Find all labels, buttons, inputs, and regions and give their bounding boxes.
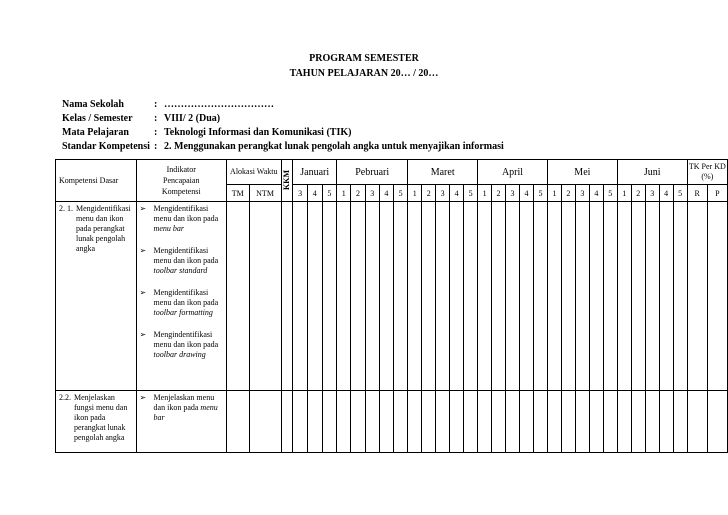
month-header: Mei xyxy=(547,160,617,185)
empty-cell xyxy=(337,391,351,453)
header-tk-per-kd: TK Per KD (%) xyxy=(687,160,727,185)
week-number: 3 xyxy=(293,185,308,202)
empty-cell xyxy=(561,202,575,391)
empty-cell xyxy=(561,391,575,453)
empty-cell xyxy=(707,391,727,453)
empty-cell xyxy=(631,391,645,453)
info-row-standard xyxy=(62,140,504,154)
empty-cell xyxy=(365,391,379,453)
week-number: 3 xyxy=(506,185,520,202)
empty-cell xyxy=(322,391,337,453)
empty-cell xyxy=(533,202,547,391)
info-label: Kelas / Semester xyxy=(62,113,133,124)
table-row xyxy=(56,391,728,453)
empty-cell xyxy=(520,202,534,391)
indikator-list xyxy=(140,393,223,423)
week-number: 4 xyxy=(589,185,603,202)
header-p: P xyxy=(707,185,727,202)
empty-cell xyxy=(436,202,450,391)
indikator-item xyxy=(140,393,223,423)
document-subtitle: TAHUN PELAJARAN 20… / 20… xyxy=(289,68,439,79)
empty-cell xyxy=(249,202,281,391)
info-separator: : xyxy=(154,127,158,138)
indikator-item xyxy=(140,246,223,276)
empty-cell xyxy=(464,391,478,453)
empty-cell xyxy=(422,202,436,391)
empty-cell xyxy=(394,202,408,391)
week-number: 2 xyxy=(422,185,436,202)
indikator-text: Mengidentifikasi menu dan ikon pada xyxy=(153,204,219,223)
indikator-text: Mengindentifikasi menu dan ikon pada xyxy=(153,330,219,349)
info-row-subject xyxy=(62,126,504,140)
indikator-cell xyxy=(136,391,226,453)
kd-number: 2.2. xyxy=(59,393,71,402)
empty-cell xyxy=(293,202,308,391)
empty-cell xyxy=(478,202,492,391)
indikator-text: Mengidentifikasi menu dan ikon pada xyxy=(153,246,219,265)
empty-cell xyxy=(379,202,393,391)
kd-description: Mengidentifikasi menu dan ikon pada perangkat lunak pengolah angka xyxy=(76,204,131,253)
empty-cell xyxy=(322,202,337,391)
indikator-text: Menjelaskan menu dan ikon pada xyxy=(153,393,215,412)
indikator-term: menu bar xyxy=(153,403,218,422)
empty-cell xyxy=(617,391,631,453)
empty-cell xyxy=(281,391,293,453)
week-number: 1 xyxy=(617,185,631,202)
info-label: Standar Kompetensi xyxy=(62,141,150,152)
info-label: Mata Pelajaran xyxy=(62,127,129,138)
empty-cell xyxy=(436,391,450,453)
header-kompetensi-dasar: Kompetensi Dasar xyxy=(56,160,137,202)
month-header: April xyxy=(478,160,548,185)
header-tm: TM xyxy=(226,185,249,202)
week-number: 3 xyxy=(575,185,589,202)
week-number: 1 xyxy=(408,185,422,202)
week-number: 5 xyxy=(673,185,687,202)
header-indikator: Indikator Pencapaian Kompetensi xyxy=(136,160,226,202)
info-separator: : xyxy=(154,113,158,124)
kd-number: 2. 1. xyxy=(59,204,73,213)
indikator-item xyxy=(140,204,223,234)
empty-cell xyxy=(337,202,351,391)
week-number: 3 xyxy=(436,185,450,202)
week-number: 5 xyxy=(394,185,408,202)
empty-cell xyxy=(533,391,547,453)
header-kkm-label: KKM xyxy=(282,169,292,190)
indikator-term: toolbar drawing xyxy=(153,350,206,359)
kd-description: Menjelaskan fungsi menu dan ikon pada perangkat lunak pengolah angka xyxy=(74,393,128,442)
empty-cell xyxy=(408,202,422,391)
empty-cell xyxy=(520,391,534,453)
week-number: 4 xyxy=(659,185,673,202)
empty-cell xyxy=(307,202,322,391)
info-value: …………………………… xyxy=(164,99,274,110)
week-number: 2 xyxy=(351,185,365,202)
empty-cell xyxy=(506,391,520,453)
empty-cell xyxy=(307,391,322,453)
kompetensi-dasar-text xyxy=(59,204,133,254)
empty-cell xyxy=(603,391,617,453)
empty-cell xyxy=(631,202,645,391)
empty-cell xyxy=(422,391,436,453)
empty-cell xyxy=(365,202,379,391)
document-title: PROGRAM SEMESTER xyxy=(309,53,419,64)
empty-cell xyxy=(673,391,687,453)
empty-cell xyxy=(492,391,506,453)
week-number: 3 xyxy=(645,185,659,202)
header-alokasi-waktu: Alokasi Waktu xyxy=(226,160,281,185)
month-header: Pebruari xyxy=(337,160,408,185)
header-r: R xyxy=(687,185,707,202)
empty-cell xyxy=(450,202,464,391)
indikator-text: Mengidentifikasi menu dan ikon pada xyxy=(153,288,219,307)
indikator-item xyxy=(140,288,223,318)
indikator-list xyxy=(140,204,223,360)
empty-cell xyxy=(408,391,422,453)
empty-cell xyxy=(645,391,659,453)
week-number: 5 xyxy=(322,185,337,202)
info-row-class xyxy=(62,112,504,126)
week-number: 4 xyxy=(379,185,393,202)
empty-cell xyxy=(249,391,281,453)
week-number: 5 xyxy=(533,185,547,202)
empty-cell xyxy=(506,202,520,391)
empty-cell xyxy=(226,202,249,391)
week-number: 5 xyxy=(603,185,617,202)
empty-cell xyxy=(293,391,308,453)
empty-cell xyxy=(379,391,393,453)
empty-cell xyxy=(464,202,478,391)
empty-cell xyxy=(707,202,727,391)
indikator-term: toolbar standard xyxy=(153,266,208,275)
week-number: 1 xyxy=(478,185,492,202)
info-label: Nama Sekolah xyxy=(62,99,124,110)
empty-cell xyxy=(645,202,659,391)
empty-cell xyxy=(351,202,365,391)
indikator-item xyxy=(140,330,223,360)
empty-cell xyxy=(687,202,707,391)
empty-cell xyxy=(478,391,492,453)
indikator-cell xyxy=(136,202,226,391)
week-number: 1 xyxy=(547,185,561,202)
empty-cell xyxy=(603,202,617,391)
month-header: Januari xyxy=(293,160,337,185)
empty-cell xyxy=(617,202,631,391)
info-value: Teknologi Informasi dan Komunikasi (TIK) xyxy=(164,127,352,138)
week-number: 1 xyxy=(337,185,351,202)
kompetensi-dasar-cell xyxy=(56,202,137,391)
info-row-school xyxy=(62,98,504,112)
week-number: 3 xyxy=(365,185,379,202)
indikator-term: menu bar xyxy=(153,224,184,233)
empty-cell xyxy=(659,202,673,391)
empty-cell xyxy=(673,202,687,391)
table-row xyxy=(56,202,728,391)
header-ntm: NTM xyxy=(249,185,281,202)
indikator-term: toolbar formatting xyxy=(153,308,213,317)
info-separator: : xyxy=(154,99,158,110)
week-number: 5 xyxy=(464,185,478,202)
info-block xyxy=(62,98,504,154)
week-number: 4 xyxy=(307,185,322,202)
empty-cell xyxy=(492,202,506,391)
empty-cell xyxy=(589,202,603,391)
week-number: 2 xyxy=(631,185,645,202)
empty-cell xyxy=(394,391,408,453)
week-number: 4 xyxy=(450,185,464,202)
week-number: 2 xyxy=(561,185,575,202)
empty-cell xyxy=(547,202,561,391)
empty-cell xyxy=(659,391,673,453)
kompetensi-dasar-cell xyxy=(56,391,137,453)
empty-cell xyxy=(281,202,293,391)
empty-cell xyxy=(575,391,589,453)
empty-cell xyxy=(351,391,365,453)
empty-cell xyxy=(226,391,249,453)
header-kkm xyxy=(281,160,293,202)
week-number: 4 xyxy=(520,185,534,202)
empty-cell xyxy=(687,391,707,453)
empty-cell xyxy=(450,391,464,453)
month-header: Juni xyxy=(617,160,687,185)
info-separator: : xyxy=(154,141,158,152)
week-number: 2 xyxy=(492,185,506,202)
empty-cell xyxy=(547,391,561,453)
empty-cell xyxy=(575,202,589,391)
kompetensi-dasar-text xyxy=(59,393,133,443)
month-header: Maret xyxy=(408,160,478,185)
semester-table xyxy=(55,159,728,453)
empty-cell xyxy=(589,391,603,453)
info-value: 2. Menggunakan perangkat lunak pengolah angka untuk menyajikan informasi xyxy=(164,141,504,152)
info-value: VIII/ 2 (Dua) xyxy=(164,113,221,124)
